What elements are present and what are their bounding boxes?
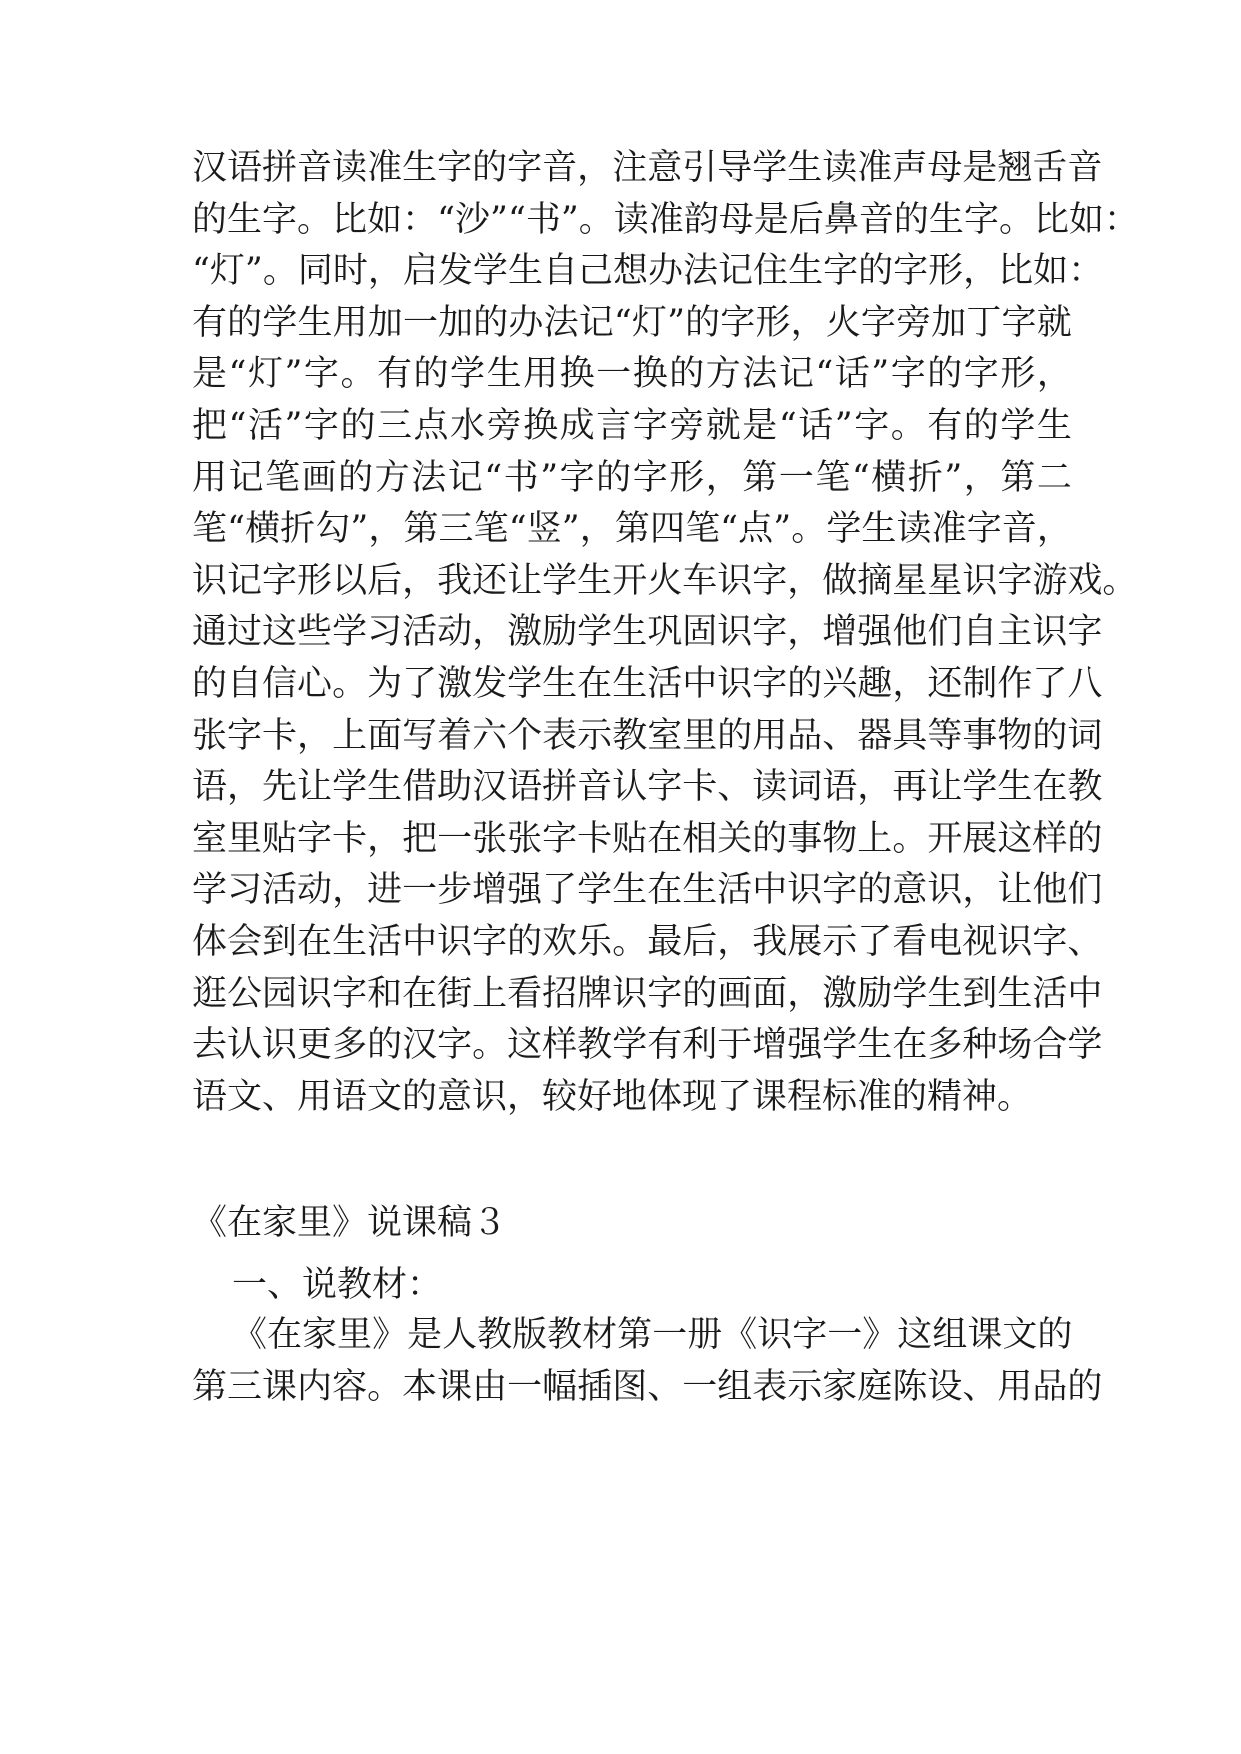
text-line: “ 灯 ” 。 同 时 ， 启 发 学 生 自 己 想 办 法 记 住 生 字 的 字 形 ， 比 如 ： — [192, 251, 1104, 292]
text-line: 的 生 字 。 比 如 ： “ 沙 ” “ 书 ” 。 读 准 韵 母 是 后 鼻 音 的 生 字 。 比 如 ： — [192, 199, 1140, 240]
subheading: 一、说教材： — [232, 1265, 443, 1305]
text-line: 学 习 活 动 ， 进 一 步 增 强 了 学 生 在 生 活 中 识 字 的 意 识 ， 让 他 们 — [192, 870, 1103, 911]
section-title: 《在家里》说课稿３ — [192, 1203, 508, 1243]
text-line: 去 认 识 更 多 的 汉 字 。 这 样 教 学 有 利 于 增 强 学 生 在 多 种 场 合 学 — [192, 1025, 1103, 1066]
text-line: 体 会 到 在 生 活 中 识 字 的 欢 乐 。 最 后 ， 我 展 示 了 看 电 视 识 字 、 — [192, 922, 1103, 962]
text-line: 把 “ 活 ” 字 的 三 点 水 旁 换 成 言 字 旁 就 是 “ 话 ” 字 。 有 的 学 生 — [192, 406, 1072, 446]
text-line: 用 记 笔 画 的 方 法 记 “ 书 ” 字 的 字 形 ， 第 一 笔 “ 横 折 ” ， 第 二 — [192, 457, 1072, 498]
text-line: 笔 “ 横 折 勾 ” ， 第 三 笔 “ 竖 ” ， 第 四 笔 “ 点 ” 。 学 生 读 准 字 音 ， — [192, 509, 1072, 550]
text-line: 语 ， 先 让 学 生 借 助 汉 语 拼 音 认 字 卡 、 读 词 语 ， 再 让 学 生 在 教 — [192, 767, 1103, 808]
text-line: 有 的 学 生 用 加 一 加 的 办 法 记 “ 灯 ” 的 字 形 ， 火 字 旁 加 丁 字 就 — [192, 302, 1072, 343]
text-line: 是 “ 灯 ” 字 。 有 的 学 生 用 换 一 换 的 方 法 记 “ 话 ” 字 的 字 形 ， — [192, 354, 1072, 395]
text-line: 汉 语 拼 音 读 准 生 字 的 字 音 ， 注 意 引 导 学 生 读 准 声 母 是 翘 舌 音 — [192, 148, 1103, 188]
text-line: 《 在 家 里 》 是 人 教 版 教 材 第 一 册 《 识 字 一 》 这 组 课 文 的 — [232, 1315, 1073, 1355]
text-line: 室 里 贴 字 卡 ， 把 一 张 张 字 卡 贴 在 相 关 的 事 物 上 。 开 展 这 样 的 — [192, 818, 1103, 859]
text-line: 张 字 卡 ， 上 面 写 着 六 个 表 示 教 室 里 的 用 品 、 器 具 等 事 物 的 词 — [192, 715, 1103, 756]
text-line: 通 过 这 些 学 习 活 动 ， 激 励 学 生 巩 固 识 字 ， 增 强 他 们 自 主 识 字 — [192, 612, 1103, 653]
text-line: 逛 公 园 识 字 和 在 街 上 看 招 牌 识 字 的 画 面 ， 激 励 学 生 到 生 活 中 — [192, 973, 1103, 1014]
text-line: 识 记 字 形 以 后 ， 我 还 让 学 生 开 火 车 识 字 ， 做 摘 星 星 识 字 游 戏 。 — [192, 560, 1138, 601]
text-line: 语文、用语文的意识，较好地体现了课程标准的精神。 — [192, 1076, 1033, 1117]
text-line: 的 自 信 心 。 为 了 激 发 学 生 在 生 活 中 识 字 的 兴 趣 ， 还 制 作 了 八 — [192, 664, 1103, 704]
text-line: 第 三 课 内 容 。 本 课 由 一 幅 插 图 、 一 组 表 示 家 庭 陈 设 、 用 品 的 — [192, 1367, 1103, 1407]
